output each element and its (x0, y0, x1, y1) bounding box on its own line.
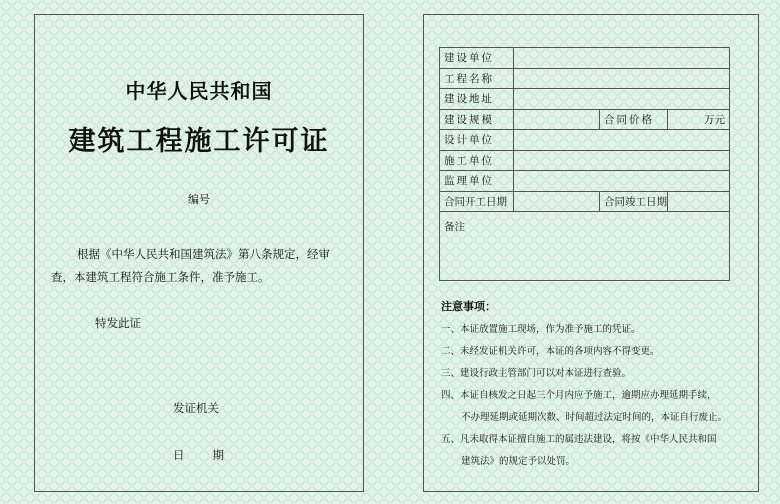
construction-unit-field[interactable] (514, 48, 730, 69)
row-label-contractor-unit: 施工单位 (440, 150, 514, 171)
table-row (440, 212, 730, 281)
note-item: 三、建设行政主管部门可以对本证进行查验。 (441, 368, 632, 379)
row-label-construction-address: 建设地址 (440, 89, 514, 110)
note-item: 一、本证放置施工现场，作为准予施工的凭证。 (441, 324, 641, 335)
special-issue-text: 特发此证 (95, 316, 141, 330)
date-label-period: 期 (212, 448, 224, 462)
table-row (440, 109, 730, 130)
certificate-front-page (34, 14, 364, 492)
country-title: 中华人民共和国 (125, 79, 273, 103)
row-label-contract-start-date: 合同开工日期 (440, 191, 514, 212)
row-label-construction-unit: 建设单位 (440, 48, 514, 69)
project-name-field[interactable] (514, 68, 730, 89)
issue-date-label (173, 447, 224, 463)
table-row (440, 191, 730, 212)
construction-scale-field[interactable] (514, 109, 600, 130)
note-item-continued: 建筑法》的规定予以处罚。 (461, 456, 576, 467)
contract-start-date-field[interactable] (514, 191, 600, 212)
project-info-table (439, 47, 730, 281)
row-label-contract-end-date: 合同竣工日期 (600, 191, 668, 212)
table-row (440, 130, 730, 151)
note-item: 四、本证自核发之日起三个月内应予施工，逾期应办理延期手续， (441, 390, 717, 401)
row-label-construction-scale: 建设规模 (440, 109, 514, 130)
serial-number-label: 编号 (188, 193, 210, 206)
approval-statement: 根据《中华人民共和国建筑法》第八条规定，经审查，本建筑工程符合施工条件，准予施工。 (51, 247, 330, 284)
table-row (440, 150, 730, 171)
note-item-continued: 不办理延期或延期次数、时间超过法定时间的，本证自行废止。 (461, 412, 728, 423)
row-label-contract-price: 合同价格 (600, 109, 668, 130)
contractor-unit-field[interactable] (514, 150, 730, 171)
supervision-unit-field[interactable] (514, 171, 730, 192)
notes-title: 注意事项： (441, 300, 496, 313)
contract-end-date-field[interactable] (668, 191, 730, 212)
price-unit-label: 万元 (704, 113, 725, 126)
table-row (440, 89, 730, 110)
table-row (440, 68, 730, 89)
remarks-label: 备注 (444, 221, 465, 233)
note-item: 五、凡未取得本证擅自施工的属违法建设，将按《中华人民共和国 (441, 434, 717, 445)
construction-address-field[interactable] (514, 89, 730, 110)
date-label-day: 日 (173, 448, 185, 462)
row-label-project-name: 工程名称 (440, 68, 514, 89)
issuing-authority-label: 发证机关 (173, 401, 219, 415)
table-row (440, 48, 730, 69)
certificate-title: 建筑工程施工许可证 (68, 126, 330, 157)
row-label-design-unit: 设计单位 (440, 130, 514, 151)
certificate-back-page (423, 14, 759, 492)
table-row (440, 171, 730, 192)
row-label-supervision-unit: 监理单位 (440, 171, 514, 192)
design-unit-field[interactable] (514, 130, 730, 151)
contract-price-field[interactable] (668, 109, 730, 130)
remarks-field[interactable] (440, 212, 730, 281)
note-item: 二、未经发证机关许可，本证的各项内容不得变更。 (441, 346, 660, 357)
